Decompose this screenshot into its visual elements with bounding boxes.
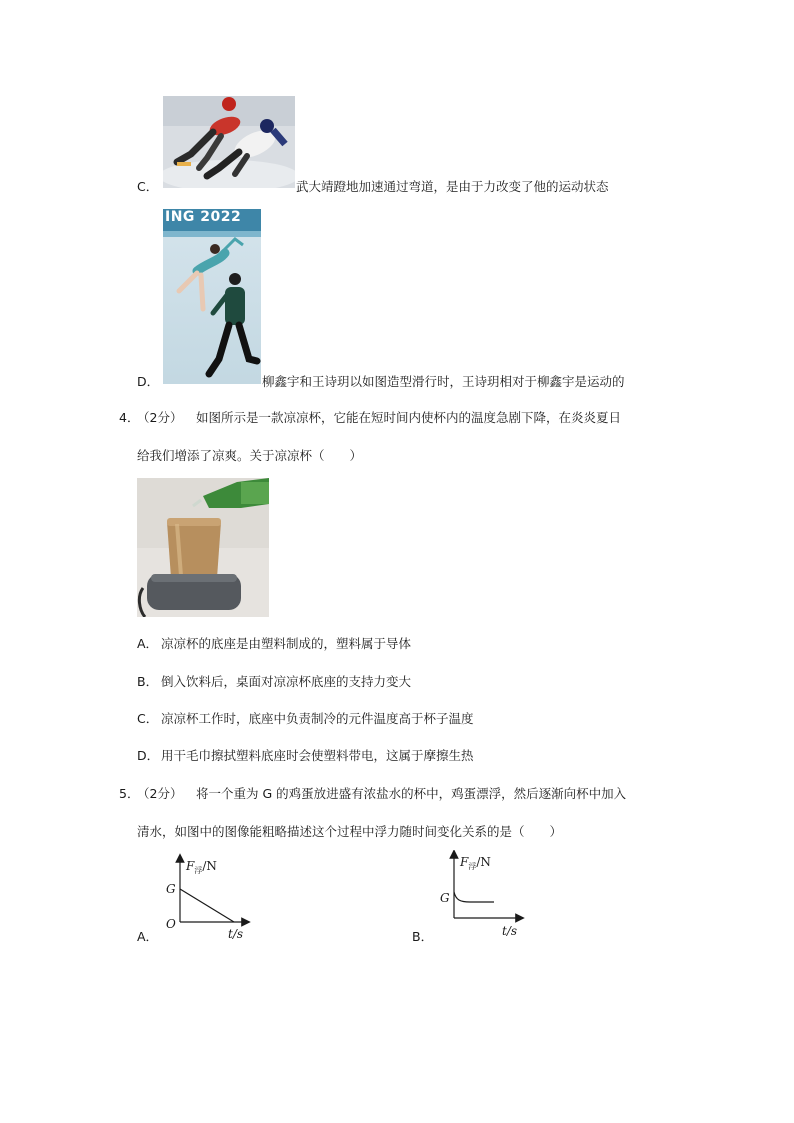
option-d3-letter: D． <box>137 374 160 389</box>
q4-stem-line1: 如图所示是一款凉凉杯，它能在短时间内使杯内的温度急剧下降，在炎炎夏日 <box>196 410 622 425</box>
graph-a-y-label: $F_浮/N$ <box>186 859 217 875</box>
ice-dance-photo <box>163 209 261 384</box>
ice-dance-banner-text: ING 2022 <box>165 209 242 225</box>
option-d3-text: 柳鑫宇和王诗玥以如图造型滑行时，王诗玥相对于柳鑫宇是运动的 <box>262 374 625 389</box>
speed-skating-photo <box>163 96 295 188</box>
q5-option-a-letter: A． <box>137 929 159 944</box>
q4-option-d-letter: D． <box>137 748 160 763</box>
q5-option-b-letter: B． <box>412 929 434 944</box>
q4-option-c-text: 凉凉杯工作时，底座中负责制冷的元件温度高于杯子温度 <box>161 711 474 726</box>
q5-graph-a <box>160 852 256 942</box>
option-c3-letter: C． <box>137 179 159 194</box>
graph-a-g-label: G <box>166 882 176 896</box>
q4-stem-line2: 给我们增添了凉爽。关于凉凉杯（ ） <box>137 448 363 463</box>
q4-number: 4． <box>119 410 140 425</box>
graph-a-origin-label: O <box>166 917 176 931</box>
graph-a-x-label: t/s <box>228 927 244 941</box>
q4-points: （2分） <box>137 410 183 425</box>
graph-b-curve <box>454 892 494 902</box>
q4-option-a-letter: A． <box>137 636 159 651</box>
q4-option-d-text: 用干毛巾擦拭塑料底座时会使塑料带电，这属于摩擦生热 <box>161 748 474 763</box>
q4-option-a-text: 凉凉杯的底座是由塑料制成的，塑料属于导体 <box>161 636 412 651</box>
q5-number: 5． <box>119 786 140 801</box>
q4-option-c-letter: C． <box>137 711 159 726</box>
graph-b-y-label: $F_浮/N$ <box>460 855 491 871</box>
q5-stem-line1: 将一个重为 G 的鸡蛋放进盛有浓盐水的杯中，鸡蛋漂浮，然后逐渐向杯中加入 <box>196 786 627 801</box>
option-c3-text: 武大靖蹬地加速通过弯道，是由于力改变了他的运动状态 <box>296 179 609 194</box>
q5-graph-b <box>436 850 532 940</box>
cooling-cup-photo <box>137 478 269 617</box>
graph-a-curve <box>180 889 234 922</box>
graph-b-x-label: t/s <box>502 924 518 938</box>
q4-option-b-text: 倒入饮料后，桌面对凉凉杯底座的支持力变大 <box>161 674 412 689</box>
q4-option-b-letter: B． <box>137 674 159 689</box>
q5-points: （2分） <box>137 786 183 801</box>
q5-stem-line2: 清水，如图中的图像能粗略描述这个过程中浮力随时间变化关系的是（ ） <box>137 824 563 839</box>
graph-b-g-label: G <box>440 891 450 905</box>
